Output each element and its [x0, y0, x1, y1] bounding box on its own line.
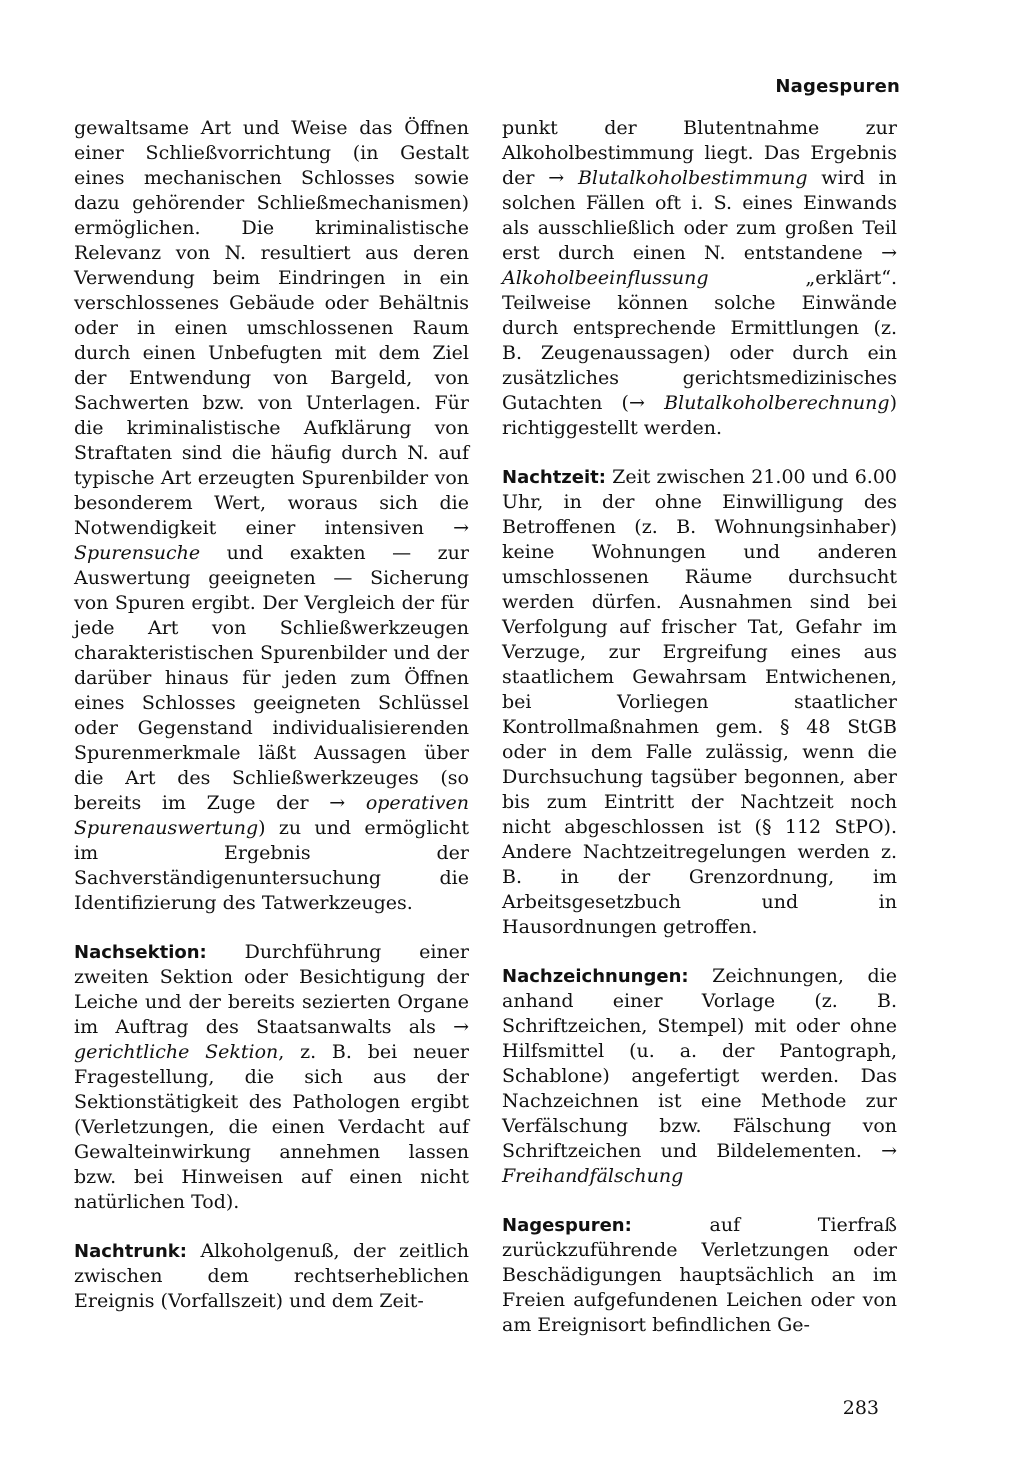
- cross-reference[interactable]: operativen Spurenauswertung: [74, 792, 469, 839]
- cross-reference[interactable]: Freihandfälschung: [502, 1165, 684, 1187]
- entry-continuation: gewaltsame Art und Weise das Öffnen einer Schließvorrichtung (in Gestalt eines mechanischen Schlosses sowie dazu gehörender Schließmechanismen) ermöglichen. Die kriminalistische Relevanz von N. resultiert aus deren Verwendung beim Eindringen in ein verschlossenes Gebäude oder Behältnis oder in einen umschlossenen Raum durch einen Unbefugten mit dem Ziel der Entwendung von Bargeld, von Sachwerten bzw. von Unterlagen. Für die kriminalistische Aufklärung von Straftaten sind die häufig durch N. auf typische Art erzeugten Spurenbilder von besonderem Wert, woraus sich die Notwendigkeit einer intensiven → Spurensuche und exakten — zur Auswertung geeigneten — Sicherung von Spuren ergibt. Der Vergleich der für jede Art von Schließwerkzeugen charakteristischen Spurenbilder und der darüber hinaus für jeden zum Öffnen eines Schlosses geeigneten Schlüssel oder Gegenstand individualisierenden Spurenmerkmale läßt Aussagen über die Art des Schließwerkzeuges (so bereits im Zuge der → operativen Spurenauswertung) zu und ermöglicht im Ergebnis der Sachverständigenuntersuchung die Identifizierung des Tatwerkzeuges.: [74, 117, 469, 914]
- right-column: [502, 116, 897, 1338]
- cross-reference[interactable]: Blutalkoholberechnung: [664, 392, 890, 414]
- entry-nachsektion: Nachsektion: Durchführung einer zweiten Sektion oder Besichtigung der Leiche und der bereits sezierten Organe im Auftrag des Staatsanwalts als → gerichtliche Sektion, z. B. bei neuer Fragestellung, die sich aus der Sektionstätigkeit des Pathologen ergibt (Verletzungen, die einen Verdacht auf Gewalteinwirkung annehmen lassen bzw. bei Hinweisen auf einen nicht natürlichen Tod).: [74, 941, 469, 1213]
- cross-reference[interactable]: gerichtliche Sektion: [74, 1041, 279, 1063]
- entry-nachtrunk: Nachtrunk: Alkoholgenuß, der zeitlich zwischen dem rechtserheblichen Ereignis (Vorfallszeit) und dem Zeit-: [74, 1240, 469, 1312]
- cross-reference[interactable]: Blutalkoholbestimmung: [577, 167, 808, 189]
- entry-term: Nachsektion:: [74, 942, 207, 963]
- entry-nachzeichnungen: Nachzeichnungen: Zeichnungen, die anhand einer Vorlage (z. B. Schriftzeichen, Stempel) mit oder ohne Hilfsmittel (u. a. der Pantograph, Schablone) angefertigt werden. Das Nachzeichnen ist eine Methode zur Verfälschung bzw. Fälschung von Schriftzeichen und Bildelementen. → Freihandfälschung: [502, 965, 897, 1187]
- entry-term: Nachtzeit:: [502, 467, 606, 488]
- cross-reference[interactable]: Alkoholbeeinflussung: [502, 267, 709, 289]
- entry-nagespuren: Nagespuren: auf Tierfraß zurückzuführende Verletzungen oder Beschädigungen hauptsächlich an im Freien aufgefundenen Leichen oder von am Ereignisort befindlichen Ge-: [502, 1214, 897, 1336]
- entry-nachtzeit: Nachtzeit: Zeit zwischen 21.00 und 6.00 Uhr, in der ohne Einwilligung des Betroffenen (z. B. Wohnungsinhaber) keine Wohnungen und anderen umschlossenen Räume durchsucht werden dürfen. Ausnahmen sind bei Verfolgung auf frischer Tat, Gefahr im Verzuge, zur Ergreifung eines aus staatlichem Gewahrsam Entwichenen, bei Vorliegen staatlicher Kontrollmaßnahmen gem. § 48 StGB oder in dem Falle zulässig, wenn die Durchsuchung tagsüber begonnen, aber bis zum Eintritt der Nachtzeit noch nicht abgeschlossen ist (§ 112 StPO). Andere Nachtzeitregelungen werden z. B. in der Grenzordnung, im Arbeitsgesetzbuch und in Hausordnungen getroffen.: [502, 466, 897, 938]
- entry-term: Nachzeichnungen:: [502, 966, 689, 987]
- entry-term: Nagespuren:: [502, 1215, 632, 1236]
- running-header: Nagespuren: [775, 76, 900, 97]
- entry-nachtrunk-continuation: punkt der Blutentnahme zur Alkoholbestimmung liegt. Das Ergebnis der → Blutalkoholbestimmung wird in solchen Fällen oft i. S. eines Einwands als ausschließlich oder zum großen Teil erst durch einen N. entstandene → Alkoholbeeinflussung „erklärt“. Teilweise können solche Einwände durch entsprechende Ermittlungen (z. B. Zeugenaussagen) oder durch ein zusätzliches gerichtsmedizinisches Gutachten (→ Blutalkoholberechnung) richtiggestellt werden.: [502, 117, 897, 439]
- entry-term: Nachtrunk:: [74, 1241, 187, 1262]
- page-number: 283: [842, 1397, 879, 1419]
- left-column: [74, 116, 469, 1314]
- cross-reference[interactable]: Spurensuche: [74, 542, 201, 564]
